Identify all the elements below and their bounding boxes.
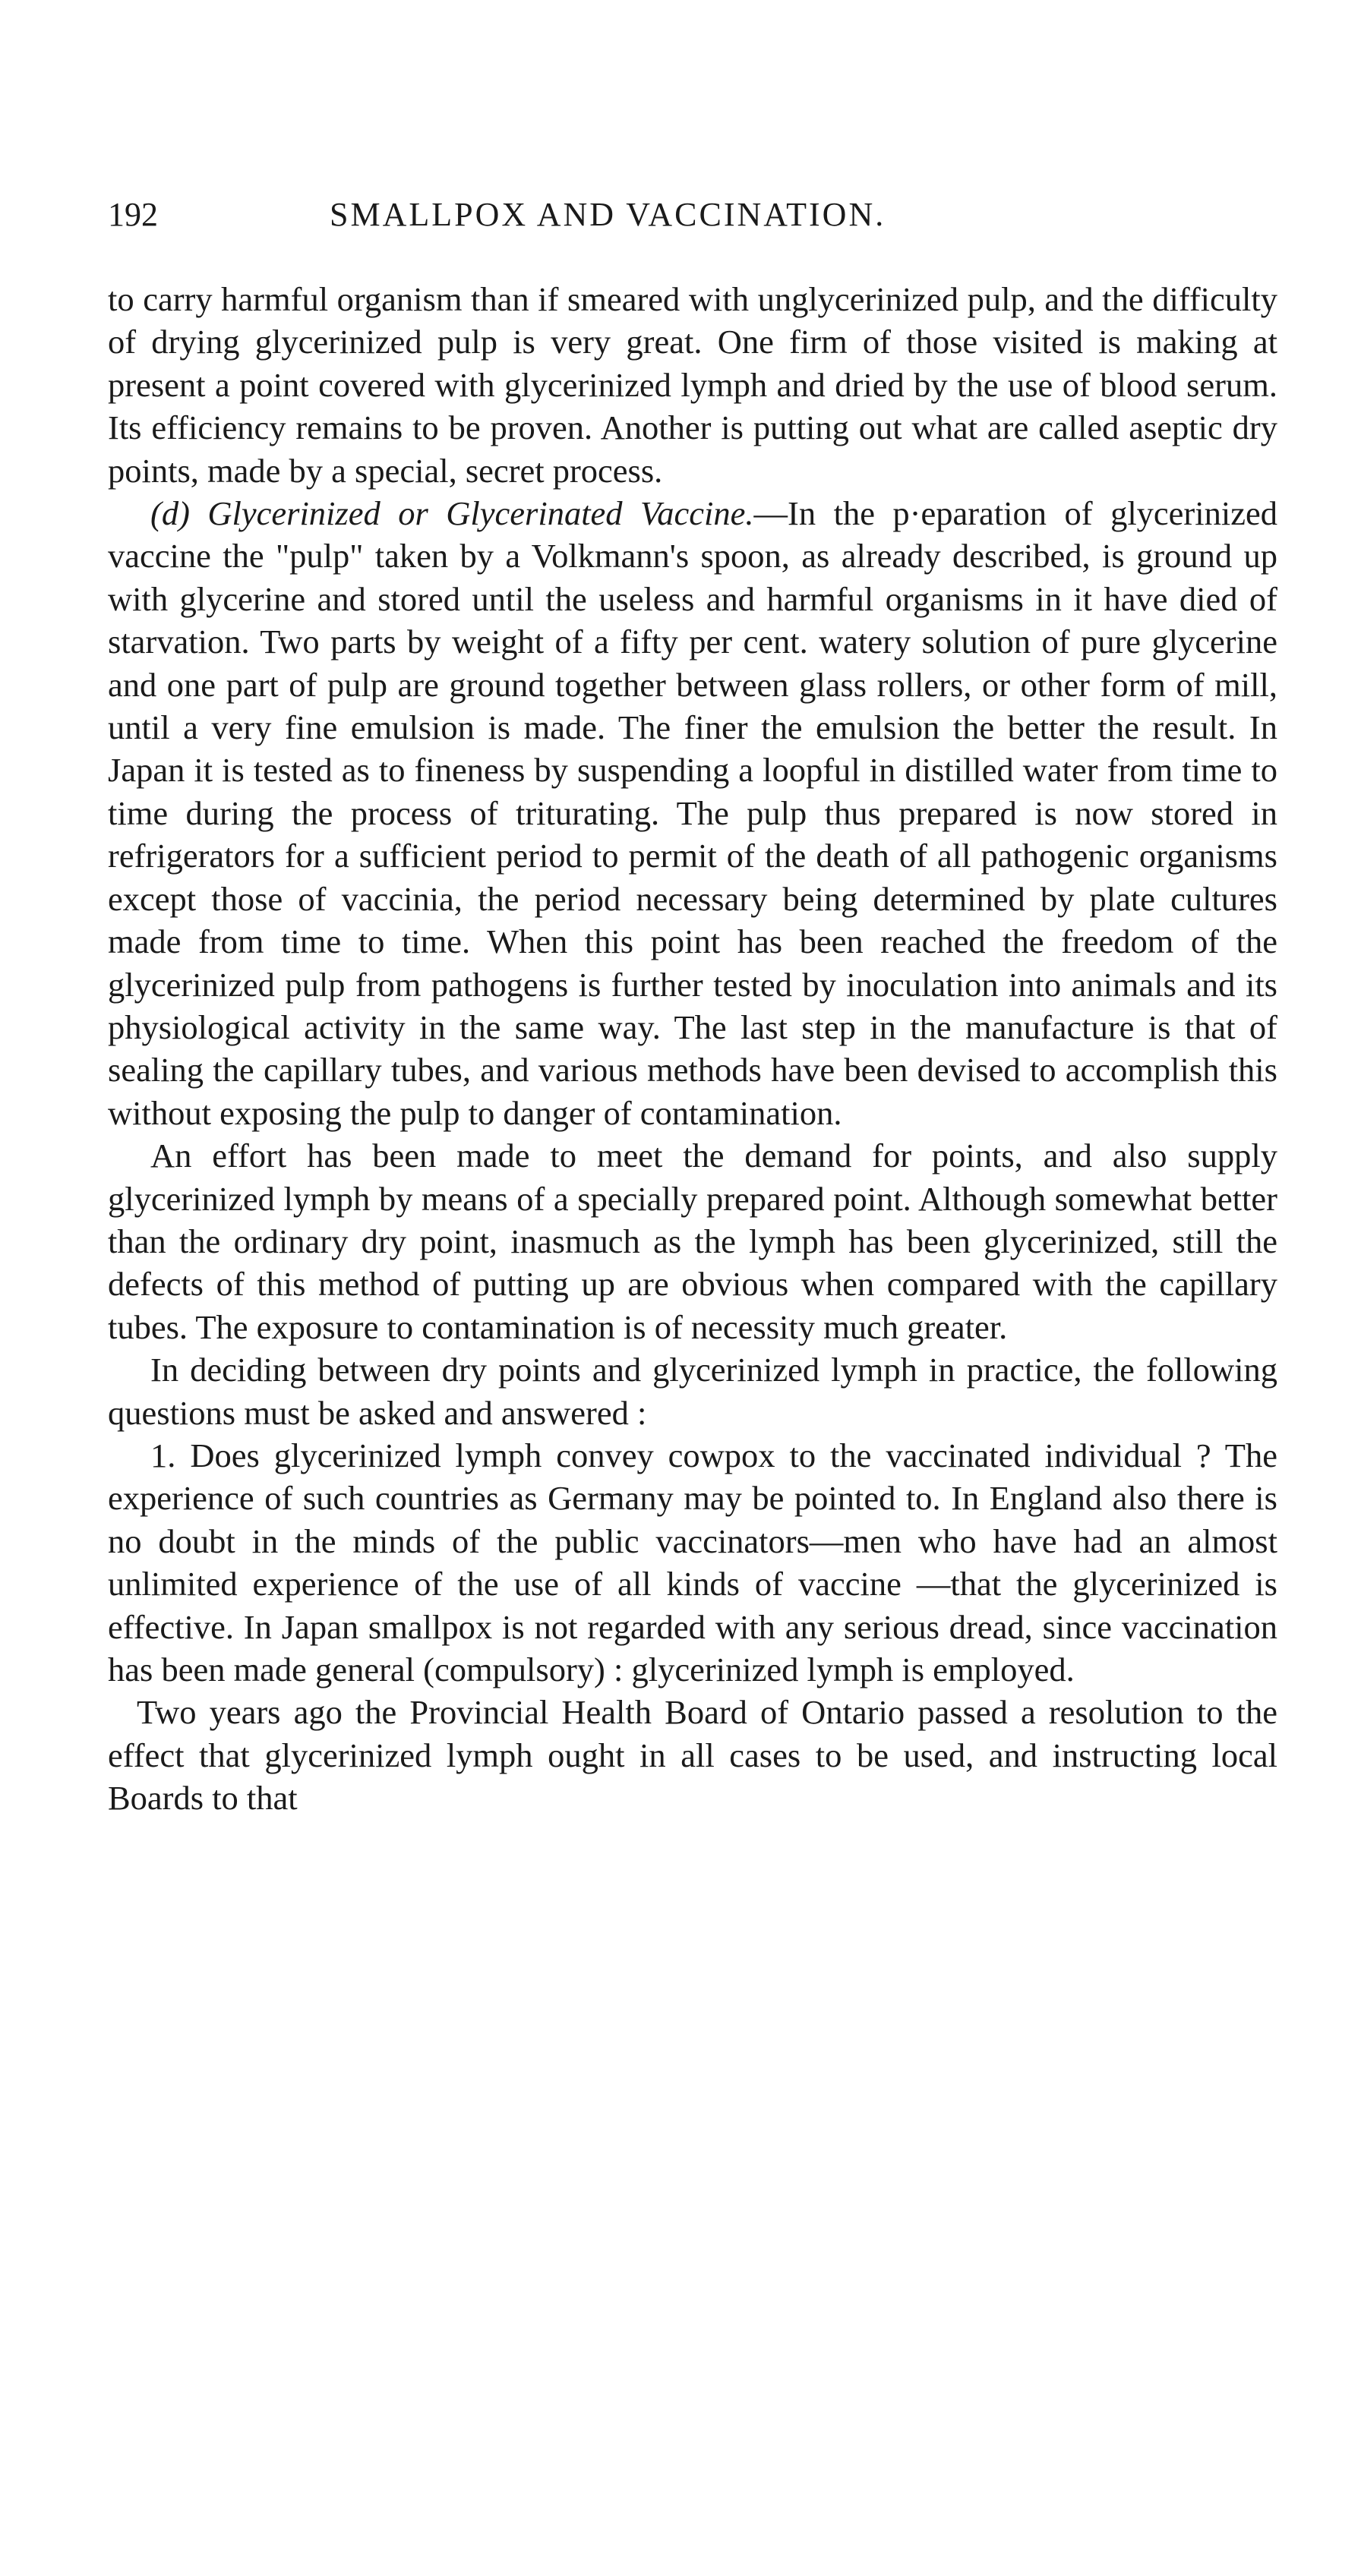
paragraph-dry-points: to carry harmful organism than if smeared with unglycerinized pulp, and the difficulty of drying glycerinized pulp is very great. One firm of those visited is making at present a point covered with glycerinized lymph and dried by the use of blood serum. Its efficiency remains to be proven. Another is putting out what are called aseptic dry points, made by a special, secret process.	[108, 280, 1277, 490]
section-heading-glycerinized-vaccine: (d) Glycerinized or Glycerinated Vaccine.	[150, 494, 754, 533]
paragraph-ontario-resolution: Two years ago the Provincial Health Board of Ontario passed a resolution to the effect that glycerinized lymph ought in all cases to be used, and instructing local Boards to that	[108, 1693, 1277, 1818]
paragraph-deciding-questions: In deciding between dry points and glycerinized lymph in practice, the following questions must be asked and answered :	[108, 1351, 1277, 1432]
paragraph-specially-prepared-point: An effort has been made to meet the demand for points, and also supply glycerinized lymph by means of a specially prepared point. Although somewhat better than the ordinary dry point, inasmuch as the lymph has been glycerinized, still the defects of this method of putting up are obvious when compared with the capillary tubes. The exposure to contamination is of necessity much greater.	[108, 1137, 1277, 1346]
paragraph-glycerinized-vaccine	[108, 492, 1277, 1134]
paragraph-question-one: 1. Does glycerinized lymph convey cowpox to the vaccinated individual ? The experience of such countries as Germany may be pointed to. In England also there is no doubt in the minds of the public vaccinators—men who have had an almost unlimited experience of the use of all kinds of vaccine —that the glycerinized is effective. In Japan smallpox is not regarded with any serious dread, since vaccination has been made general (compulsory) : glycerinized lymph is employed.	[108, 1436, 1277, 1688]
running-title: SMALLPOX AND VACCINATION.	[330, 196, 886, 233]
page-number: 192	[108, 196, 158, 233]
paragraph-glycerinized-vaccine-text: —In the p·eparation of glycerinized vaccine the "pulp" taken by a Volkmann's spoon, as already described, is ground up with glycerine and stored until the useless and harmful organisms in it have died of starvation. Two parts by weight of a fifty per cent. watery solution of pure glycerine and one part of pulp are ground together between glass rollers, or other form of mill, until a very fine emulsion is made. The finer the emulsion the better the result. In Japan it is tested as to fineness by suspending a loopful in distilled water from time to time during the process of triturating. The pulp thus prepared is now stored in refrigerators for a sufficient period to permit of the death of all pathogenic organisms except those of vaccinia, the period necessary being determined by plate cultures made from time to time. When this point has been reached the freedom of the glycerinized pulp from pathogens is further tested by inoculation into animals and its physiological activity in the same way. The last step in the manufacture is that of sealing the capillary tubes, and various methods have been devised to accomplish this without exposing the pulp to danger of contamination.	[108, 494, 1277, 1132]
body-text	[108, 278, 1277, 1820]
page-header	[108, 188, 1277, 241]
